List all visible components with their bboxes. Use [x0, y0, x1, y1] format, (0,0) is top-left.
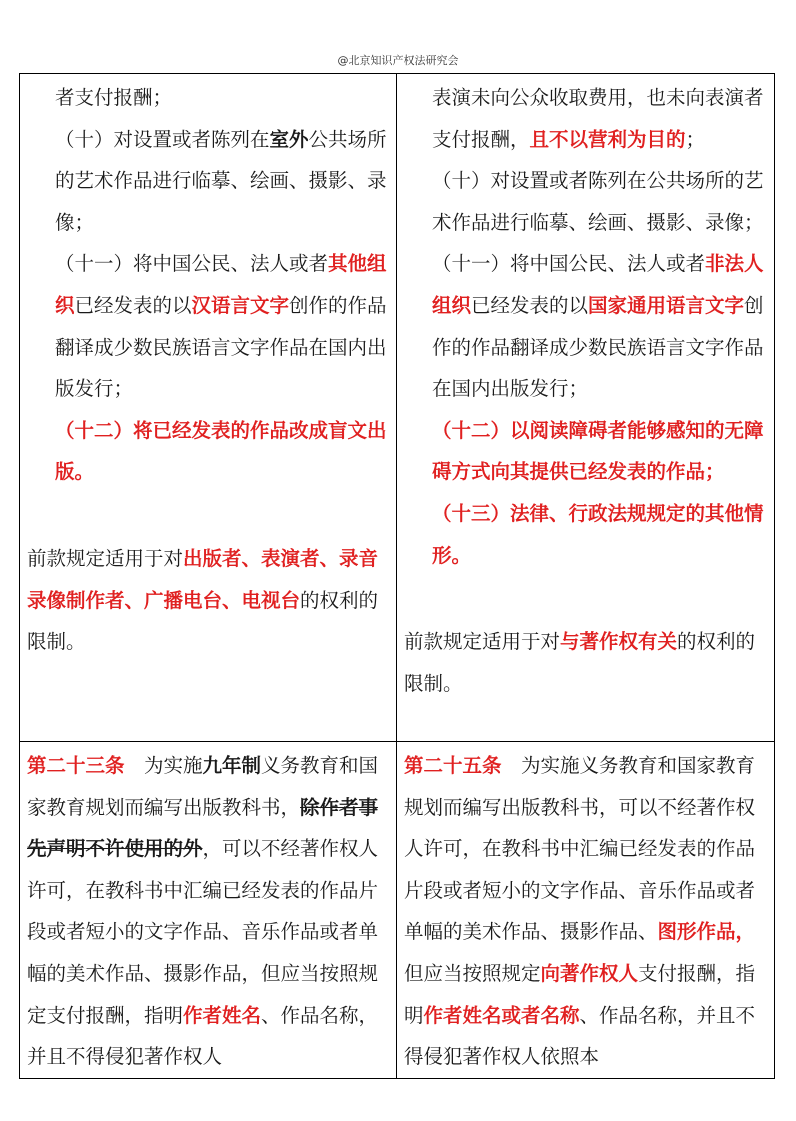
text-span: 支付报酬，指明 — [404, 961, 756, 1027]
text-span: 的权利的限制。 — [27, 588, 379, 654]
text-span: 已经发表的以 — [74, 293, 192, 317]
highlight-text: 作者姓名或者名称 — [423, 1003, 580, 1027]
spacer — [20, 493, 396, 535]
emphasis-text: 九年制 — [202, 754, 262, 777]
old-law-cell — [20, 74, 397, 742]
text-span: （十一）将中国公民、法人或者 — [55, 252, 329, 276]
text-span: 者支付报酬； — [55, 86, 173, 109]
item-13: （十三）法律、行政法规规定的其他情形。 — [432, 501, 764, 567]
table-row — [20, 74, 775, 742]
text-span: 的权利的限制。 — [404, 630, 756, 695]
paragraph-continuation — [55, 77, 387, 119]
item-10: （十）对设置或者陈列在公共场所的艺术作品进行临摹、绘画、摄影、录像； — [432, 169, 764, 234]
highlight-text: 汉语言文字 — [191, 293, 290, 317]
spacer — [397, 576, 774, 618]
text-span: （十一）将中国公民、法人或者 — [432, 252, 706, 276]
item-11 — [432, 243, 765, 409]
new-law-cell — [397, 742, 775, 1079]
text-span: 前款规定适用于对 — [27, 546, 184, 570]
new-law-cell — [397, 74, 775, 742]
text-span: 表演未向公众收取费用，也未向表演者支付报酬， — [432, 86, 764, 151]
article-number: 第二十五条 — [404, 754, 502, 777]
text-span: 公共场所的艺术作品进行临摹、绘画、摄影、录像； — [55, 127, 387, 234]
text-span: 、作品名称，并且不得侵犯著作权人依照本 — [404, 1003, 756, 1069]
text-span: 但应当按照规定 — [404, 961, 541, 985]
highlight-text: 与著作权有关 — [560, 630, 678, 654]
text-span: ，可以不经著作权人许可，在教科书中汇编已经发表的作品片段或者短小的文字作品、音乐作品或者单幅的美术作品、摄影作品，但应当按照规定支付报酬，指明 — [27, 837, 379, 1027]
text-span: 创作的作品翻译成少数民族语言文字作品在国内出版发行； — [432, 293, 764, 401]
text-span: 义务教育和国家教育规划而编写出版教科书， — [27, 754, 379, 819]
text-span: （十）对设置或者陈列在 — [55, 127, 270, 151]
highlight-text: 其他组织 — [55, 252, 387, 317]
scope-paragraph — [27, 538, 387, 663]
watermark-text: @北京知识产权法研究会 — [337, 54, 459, 67]
text-span: 为实施 — [124, 754, 203, 777]
item-12: （十二）以阅读障碍者能够感知的无障碍方式向其提供已经发表的作品； — [432, 418, 764, 484]
item-11 — [55, 243, 387, 409]
highlight-text: 图形作品， — [657, 920, 756, 944]
item-12: （十二）将已经发表的作品改成盲文出版。 — [55, 418, 387, 484]
text-span: 前款规定适用于对 — [404, 630, 561, 654]
article-23 — [27, 745, 387, 1078]
text-span: 创作的作品翻译成少数民族语言文字作品在国内出版发行； — [55, 293, 387, 401]
article-25 — [404, 745, 765, 1078]
highlight-text: 国家通用语言文字 — [588, 293, 745, 317]
text-span: 已经发表的以 — [471, 293, 589, 317]
highlight-text: 出版者、表演者、录音录像制作者、广播电台、电视台 — [27, 546, 379, 612]
text-span: 、作品名称，并且不得侵犯著作权人 — [27, 1003, 379, 1069]
text-span: ； — [685, 127, 706, 151]
highlight-text: 非法人组织 — [432, 252, 764, 317]
highlight-text: 作者姓名 — [183, 1003, 262, 1027]
highlight-text: 且不以营利为目的 — [529, 127, 686, 151]
old-law-cell — [20, 742, 397, 1079]
article-number: 第二十三条 — [27, 754, 125, 777]
deleted-text: 除作者事先声明不许使用的外 — [27, 795, 379, 861]
emphasis-text: 室外 — [269, 127, 309, 151]
scope-paragraph — [404, 621, 765, 704]
item-10 — [55, 119, 387, 244]
comparison-table — [19, 73, 775, 1079]
paragraph-continuation — [432, 77, 765, 160]
table-row — [20, 742, 775, 1079]
text-span: 为实施义务教育和国家教育规划而编写出版教科书，可以不经著作权人许可，在教科书中汇编已经发表的作品片段或者短小的文字作品、音乐作品或者单幅的美术作品、摄影作品、 — [404, 754, 756, 944]
highlight-text: 向著作权人 — [540, 961, 639, 985]
